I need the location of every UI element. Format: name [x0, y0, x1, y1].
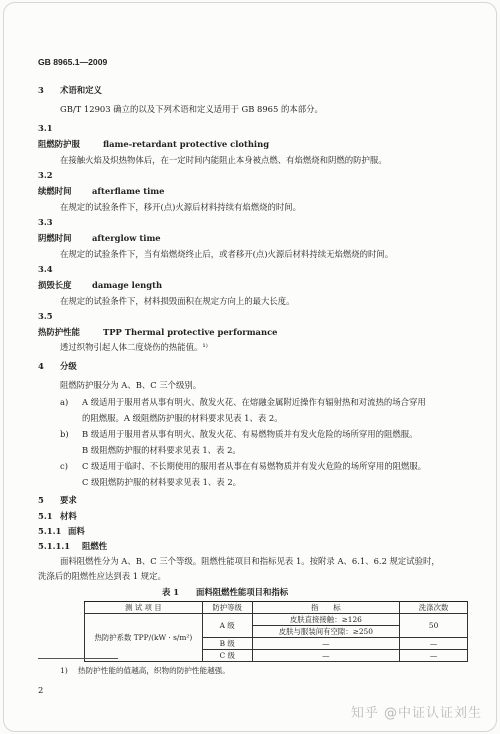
section-5-1-1-1-number: 5.1.1.1 — [38, 541, 71, 551]
term-definition: 在接触火焰及炽热物体后，在一定时间内能阻止本身被点燃、有焰燃烧和阴燃的防护服。 — [60, 155, 387, 165]
section-3-intro: GB/T 12903 确立的以及下列术语和定义适用于 GB 8965 的本部分。 — [60, 104, 323, 114]
term-number: 3.5 — [38, 311, 53, 321]
term-english: TPP Thermal protective performance — [103, 327, 278, 337]
term-number: 3.2 — [38, 170, 53, 180]
section-5-1-number: 5.1 — [38, 511, 53, 521]
term-english: flame-retardant protective clothing — [103, 139, 270, 149]
term-name: 续燃时间 — [38, 186, 72, 196]
footnote-text: 热防护性能的值越高，织物的防护性能越强。 — [78, 666, 230, 675]
table-caption-number: 表 1 — [162, 587, 180, 597]
cell-wash: 50 — [400, 614, 468, 638]
section-5-title: 要求 — [60, 495, 77, 505]
list-item-line: C 级适用于临时、不长期使用的服用者从事在有易燃物质并有发火危险的场所穿用的阻燃服。 — [82, 461, 427, 471]
table-caption: 面料阻燃性能项目和指标 — [196, 587, 289, 597]
section-3-title: 术语和定义 — [60, 85, 102, 95]
term-english: afterflame time — [92, 186, 165, 196]
list-item-line: B 级适用于服用者从事有明火、散发火花、有易燃物质并有发火危险的场所穿用的阻燃服。 — [82, 429, 418, 439]
watermark: 知乎 @中证认证刘生 — [350, 706, 482, 721]
cell-grade: A 级 — [202, 614, 252, 638]
table-header-row — [85, 602, 468, 614]
cell-indicator: — — [252, 638, 400, 650]
cell-indicator: — — [252, 650, 400, 662]
paragraph-line: 洗涤后的阻燃性应达到表 1 规定。 — [38, 571, 166, 581]
header-test-item: 测 试 项 目 — [85, 602, 203, 614]
section-4-title: 分级 — [60, 361, 77, 371]
table-row — [85, 614, 468, 626]
section-5-1-title: 材料 — [60, 511, 77, 521]
term-definition: 在规定的试验条件下，移开(点)火源后材料持续有焰燃烧的时间。 — [60, 202, 302, 212]
header-wash-count: 洗涤次数 — [400, 602, 468, 614]
section-4-number: 4 — [38, 361, 44, 371]
paragraph-line: 面料阻燃性分为 A、B、C 三个等级。阻燃性能项目和指标见表 1。按附录 A、6.1、6.2 规定试验时， — [60, 556, 440, 566]
footnote-separator — [38, 658, 118, 659]
section-5-number: 5 — [38, 495, 44, 505]
cell-wash: — — [400, 638, 468, 650]
term-name: 阻燃防护服 — [38, 139, 80, 149]
section-3-number: 3 — [38, 85, 44, 95]
footnote-marker: 1) — [60, 666, 68, 675]
term-number: 3.1 — [38, 123, 53, 133]
term-english: damage length — [92, 280, 163, 290]
cell-indicator: 皮肤与服装间有空隙：≥250 — [252, 626, 400, 638]
cell-indicator: 皮肤直接接触：≥126 — [252, 614, 400, 626]
term-english: afterglow time — [92, 233, 161, 243]
flame-retardant-table — [84, 601, 468, 662]
cell-grade: C 级 — [202, 650, 252, 662]
section-4-intro: 阻燃防护服分为 A、B、C 三个级别。 — [60, 380, 202, 390]
standard-header: GB 8965.1—2009 — [38, 57, 108, 67]
list-item-marker: a) — [60, 397, 69, 407]
cell-test-item: 热防护系数 TPP/(kW · s/m²) — [85, 614, 203, 662]
term-definition: 在规定的试验条件下，材料损毁面积在规定方向上的最大长度。 — [60, 296, 295, 306]
section-5-1-1-1-title: 阻燃性 — [82, 541, 108, 551]
section-5-1-1-title: 面料 — [68, 526, 85, 536]
list-item-line: C 级阻燃防护服的材料要求见表 1、表 2。 — [82, 477, 242, 487]
term-definition: 透过织物引起人体二度烧伤的热能值。¹⁾ — [60, 342, 208, 352]
header-indicator: 指 标 — [252, 602, 400, 614]
cell-wash: — — [400, 650, 468, 662]
term-name: 损毁长度 — [38, 280, 72, 290]
list-item-line: A 级适用于服用者从事有明火、散发火花、在熔融金属附近操作有辐射热和对流热的场合穿用 — [82, 397, 426, 407]
list-item-marker: b) — [60, 429, 69, 439]
term-number: 3.4 — [38, 264, 53, 274]
term-name: 热防护性能 — [38, 327, 80, 337]
list-item-marker: c) — [60, 461, 68, 471]
term-name: 阴燃时间 — [38, 233, 72, 243]
term-definition: 在规定的试验条件下，当有焰燃烧终止后，或者移开(点)火源后材料持续无焰燃烧的时间。 — [60, 249, 394, 259]
header-grade: 防护等级 — [202, 602, 252, 614]
page-number: 2 — [38, 685, 44, 695]
cell-grade: B 级 — [202, 638, 252, 650]
section-5-1-1-number: 5.1.1 — [38, 526, 62, 536]
list-item-line: B 级阻燃防护服的材料要求见表 1、表 2。 — [82, 445, 241, 455]
list-item-line: 的阻燃服。A 级阻燃防护服的材料要求见表 1、表 2。 — [82, 413, 283, 423]
term-number: 3.3 — [38, 217, 53, 227]
